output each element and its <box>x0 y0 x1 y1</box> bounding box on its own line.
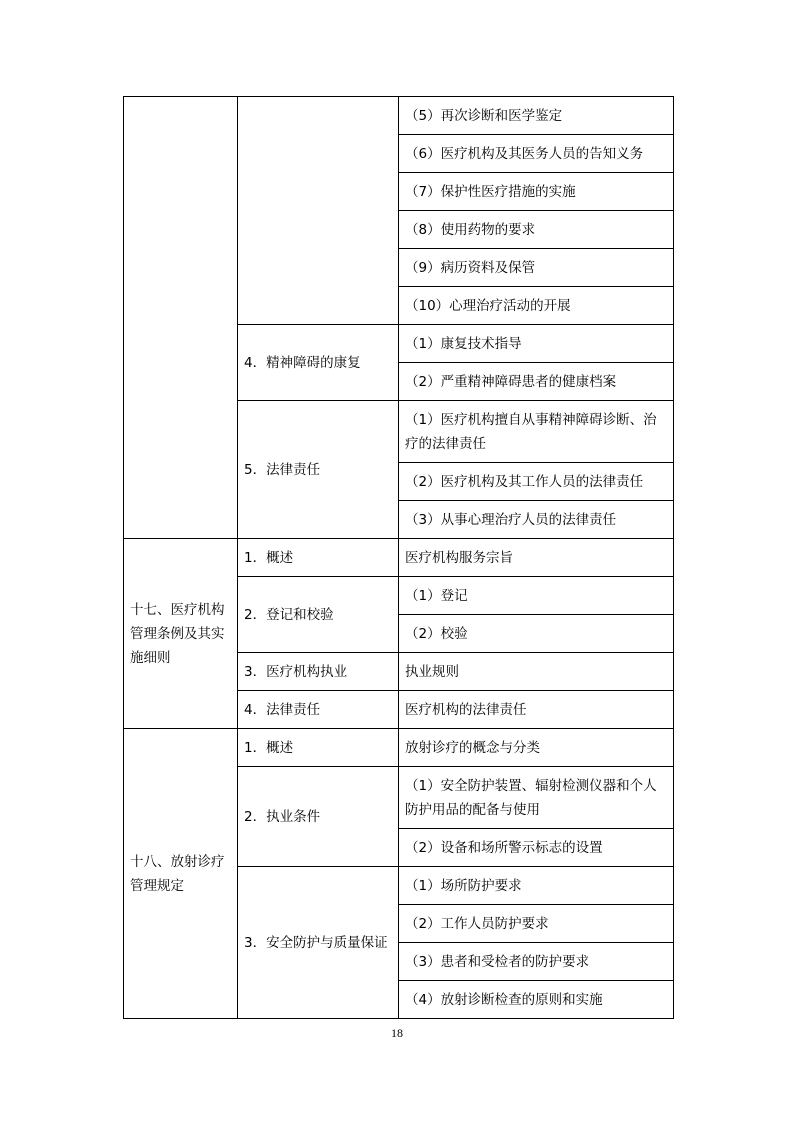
detail-item: （2）医疗机构及其工作人员的法律责任 <box>399 463 674 501</box>
section-title: 十七、医疗机构管理条例及其实施细则 <box>124 539 238 729</box>
subsection-cell-continued <box>238 97 399 325</box>
detail-item: 医疗机构服务宗旨 <box>399 539 674 577</box>
detail-item: 医疗机构的法律责任 <box>399 691 674 729</box>
detail-item: （2）设备和场所警示标志的设置 <box>399 829 674 867</box>
subsection-label: 4．法律责任 <box>238 691 399 729</box>
detail-item: （7）保护性医疗措施的实施 <box>399 173 674 211</box>
syllabus-table <box>123 96 674 1019</box>
subsection-label: 1．概述 <box>238 539 399 577</box>
detail-item: （1）医疗机构擅自从事精神障碍诊断、治疗的法律责任 <box>399 401 674 463</box>
detail-item: （2）严重精神障碍患者的健康档案 <box>399 363 674 401</box>
detail-item: （3）从事心理治疗人员的法律责任 <box>399 501 674 539</box>
subsection-label: 2．执业条件 <box>238 767 399 867</box>
detail-item: （2）工作人员防护要求 <box>399 905 674 943</box>
detail-item: （8）使用药物的要求 <box>399 211 674 249</box>
table-row <box>124 539 674 577</box>
detail-item: 执业规则 <box>399 653 674 691</box>
detail-item: （1）场所防护要求 <box>399 867 674 905</box>
section-cell-continued <box>124 97 238 539</box>
subsection-label: 1．概述 <box>238 729 399 767</box>
detail-item: （10）心理治疗活动的开展 <box>399 287 674 325</box>
section-title: 十八、放射诊疗管理规定 <box>124 729 238 1019</box>
table-row <box>124 729 674 767</box>
detail-item: （9）病历资料及保管 <box>399 249 674 287</box>
page-number: 18 <box>391 1026 403 1040</box>
subsection-label: 5．法律责任 <box>238 401 399 539</box>
subsection-label: 3．安全防护与质量保证 <box>238 867 399 1019</box>
detail-item: （6）医疗机构及其医务人员的告知义务 <box>399 135 674 173</box>
subsection-label: 4．精神障碍的康复 <box>238 325 399 401</box>
table-row <box>124 97 674 135</box>
detail-item: （4）放射诊断检查的原则和实施 <box>399 981 674 1019</box>
detail-item: （1）康复技术指导 <box>399 325 674 363</box>
detail-item: （2）校验 <box>399 615 674 653</box>
detail-item: （1）安全防护装置、辐射检测仪器和个人防护用品的配备与使用 <box>399 767 674 829</box>
detail-item: 放射诊疗的概念与分类 <box>399 729 674 767</box>
detail-item: （1）登记 <box>399 577 674 615</box>
detail-item: （3）患者和受检者的防护要求 <box>399 943 674 981</box>
subsection-label: 2．登记和校验 <box>238 577 399 653</box>
subsection-label: 3．医疗机构执业 <box>238 653 399 691</box>
detail-item: （5）再次诊断和医学鉴定 <box>399 97 674 135</box>
